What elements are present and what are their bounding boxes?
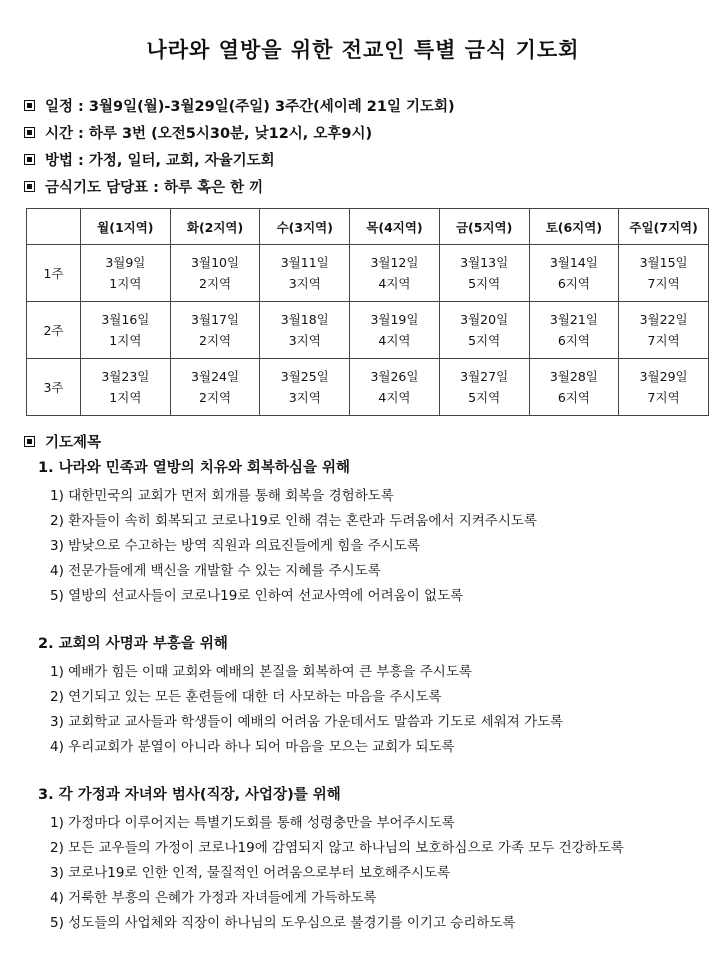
cell-date: 3월21일 (549, 312, 598, 327)
prayer-group-title: 2. 교회의 사명과 부흥을 위해 (38, 636, 228, 652)
cell-date: 3월16일 (101, 312, 150, 327)
cell-date: 3월20일 (460, 312, 509, 327)
cell-date: 3월18일 (280, 312, 329, 327)
list-item: 4) 우리교회가 분열이 아니라 하나 되어 마음을 모으는 교회가 되도록 (50, 738, 455, 755)
table-cell (81, 245, 171, 302)
cell-region: 1지역 (109, 390, 142, 405)
list-item: 1) 대한민국의 교회가 먼저 회개를 통해 회복을 경험하도록 (50, 487, 394, 504)
list-item: 4) 전문가들에게 백신을 개발할 수 있는 지혜를 주시도록 (50, 562, 381, 579)
table-cell (619, 302, 709, 359)
week-label: 2주 (27, 302, 81, 359)
header-fri: 금(5지역) (439, 209, 529, 245)
info-list (24, 92, 714, 200)
table-cell (439, 302, 529, 359)
week-label: 1주 (27, 245, 81, 302)
list-item: 5) 열방의 선교사들이 코로나19로 인하여 선교사역에 어려움이 없도록 (50, 587, 464, 604)
square-bullet-icon (24, 127, 35, 138)
cell-date: 3월11일 (280, 255, 329, 270)
list-item: 2) 모든 교우들의 가정이 코로나19에 감염되지 않고 하나님의 보호하심으로 가족 모두 건강하도록 (50, 839, 624, 856)
header-tue: 화(2지역) (170, 209, 260, 245)
cell-region: 7지역 (647, 276, 680, 291)
list-item: 1) 예배가 힘든 이때 교회와 예배의 본질을 회복하여 큰 부흥을 주시도록 (50, 663, 472, 680)
table-row (27, 302, 709, 359)
table-cell (170, 359, 260, 416)
header-mon: 월(1지역) (81, 209, 171, 245)
cell-date: 3월10일 (191, 255, 240, 270)
table-cell (529, 302, 619, 359)
list-item: 5) 성도들의 사업체와 직장이 하나님의 도우심으로 불경기를 이기고 승리하도록 (50, 914, 516, 931)
list-item: 4) 거룩한 부흥의 은혜가 가정과 자녀들에게 가득하도록 (50, 889, 377, 906)
table-row (27, 359, 709, 416)
info-schedule-text: 일정 : 3월9일(월)-3월29일(주일) 3주간(세이레 21일 기도회) (45, 99, 455, 115)
table-cell (619, 245, 709, 302)
square-bullet-icon (24, 181, 35, 192)
cell-region: 5지역 (468, 333, 501, 348)
info-schedule (24, 92, 714, 119)
table-cell (350, 359, 440, 416)
cell-region: 3지역 (288, 333, 321, 348)
week-label: 3주 (27, 359, 81, 416)
table-cell (350, 302, 440, 359)
cell-region: 3지역 (288, 276, 321, 291)
fasting-schedule-table (26, 208, 709, 416)
cell-date: 3월26일 (370, 369, 419, 384)
cell-date: 3월25일 (280, 369, 329, 384)
table-cell (170, 245, 260, 302)
cell-date: 3월14일 (549, 255, 598, 270)
square-bullet-icon (24, 154, 35, 165)
cell-region: 6지역 (557, 333, 590, 348)
info-method (24, 146, 714, 173)
table-cell (170, 302, 260, 359)
header-thu: 목(4지역) (350, 209, 440, 245)
square-bullet-icon (24, 100, 35, 111)
cell-date: 3월29일 (639, 369, 688, 384)
cell-region: 1지역 (109, 276, 142, 291)
page-title: 나라와 열방을 위한 전교인 특별 금식 기도회 (146, 38, 580, 62)
square-bullet-icon (24, 436, 35, 447)
cell-region: 7지역 (647, 333, 680, 348)
cell-date: 3월15일 (639, 255, 688, 270)
cell-region: 2지역 (199, 333, 232, 348)
cell-date: 3월27일 (460, 369, 509, 384)
table-cell (81, 359, 171, 416)
info-time (24, 119, 714, 146)
list-item: 3) 코로나19로 인한 인적, 물질적인 어려움으로부터 보호해주시도록 (50, 864, 451, 881)
list-item: 3) 밤낮으로 수고하는 방역 직원과 의료진들에게 힘을 주시도록 (50, 537, 420, 554)
header-sat: 토(6지역) (529, 209, 619, 245)
prayer-group-title: 1. 나라와 민족과 열방의 치유와 회복하심을 위해 (38, 460, 351, 476)
prayer-heading-row (24, 430, 714, 452)
list-item: 3) 교회학교 교사들과 학생들이 예배의 어려움 가운데서도 말씀과 기도로 세워져 가도록 (50, 713, 564, 730)
table-cell (81, 302, 171, 359)
prayer-heading: 기도제목 (45, 434, 102, 451)
prayer-section (24, 430, 714, 933)
table-row (27, 245, 709, 302)
cell-region: 3지역 (288, 390, 321, 405)
cell-date: 3월28일 (549, 369, 598, 384)
header-corner (27, 209, 81, 245)
table-cell (439, 359, 529, 416)
cell-date: 3월12일 (370, 255, 419, 270)
table-header-row (27, 209, 709, 245)
table-cell (439, 245, 529, 302)
table-cell (529, 359, 619, 416)
table-cell (350, 245, 440, 302)
cell-region: 2지역 (199, 390, 232, 405)
table-cell (260, 245, 350, 302)
cell-date: 3월23일 (101, 369, 150, 384)
info-fasting-chart (24, 173, 714, 200)
cell-region: 7지역 (647, 390, 680, 405)
table-cell (529, 245, 619, 302)
header-wed: 수(3지역) (260, 209, 350, 245)
cell-region: 6지역 (557, 276, 590, 291)
cell-date: 3월22일 (639, 312, 688, 327)
info-method-text: 방법 : 가정, 일터, 교회, 자율기도회 (45, 153, 275, 169)
cell-region: 5지역 (468, 276, 501, 291)
cell-date: 3월17일 (191, 312, 240, 327)
list-item: 2) 환자들이 속히 회복되고 코로나19로 인해 겪는 혼란과 두려움에서 지켜주시도록 (50, 512, 537, 529)
header-sun: 주일(7지역) (619, 209, 709, 245)
cell-region: 6지역 (557, 390, 590, 405)
table-cell (260, 359, 350, 416)
prayer-group-title: 3. 각 가정과 자녀와 범사(직장, 사업장)를 위해 (38, 787, 341, 803)
cell-date: 3월24일 (191, 369, 240, 384)
list-item: 1) 가정마다 이루어지는 특별기도회를 통해 성령충만을 부어주시도록 (50, 814, 455, 831)
list-item: 2) 연기되고 있는 모든 훈련들에 대한 더 사모하는 마음을 주시도록 (50, 688, 442, 705)
info-fasting-chart-text: 금식기도 담당표 : 하루 혹은 한 끼 (45, 180, 264, 196)
cell-region: 4지역 (378, 390, 411, 405)
table-cell (619, 359, 709, 416)
cell-region: 1지역 (109, 333, 142, 348)
cell-date: 3월13일 (460, 255, 509, 270)
info-time-text: 시간 : 하루 3번 (오전5시30분, 낮12시, 오후9시) (45, 126, 373, 142)
cell-region: 4지역 (378, 276, 411, 291)
cell-date: 3월19일 (370, 312, 419, 327)
cell-region: 2지역 (199, 276, 232, 291)
cell-date: 3월9일 (105, 255, 146, 270)
cell-region: 4지역 (378, 333, 411, 348)
table-cell (260, 302, 350, 359)
cell-region: 5지역 (468, 390, 501, 405)
